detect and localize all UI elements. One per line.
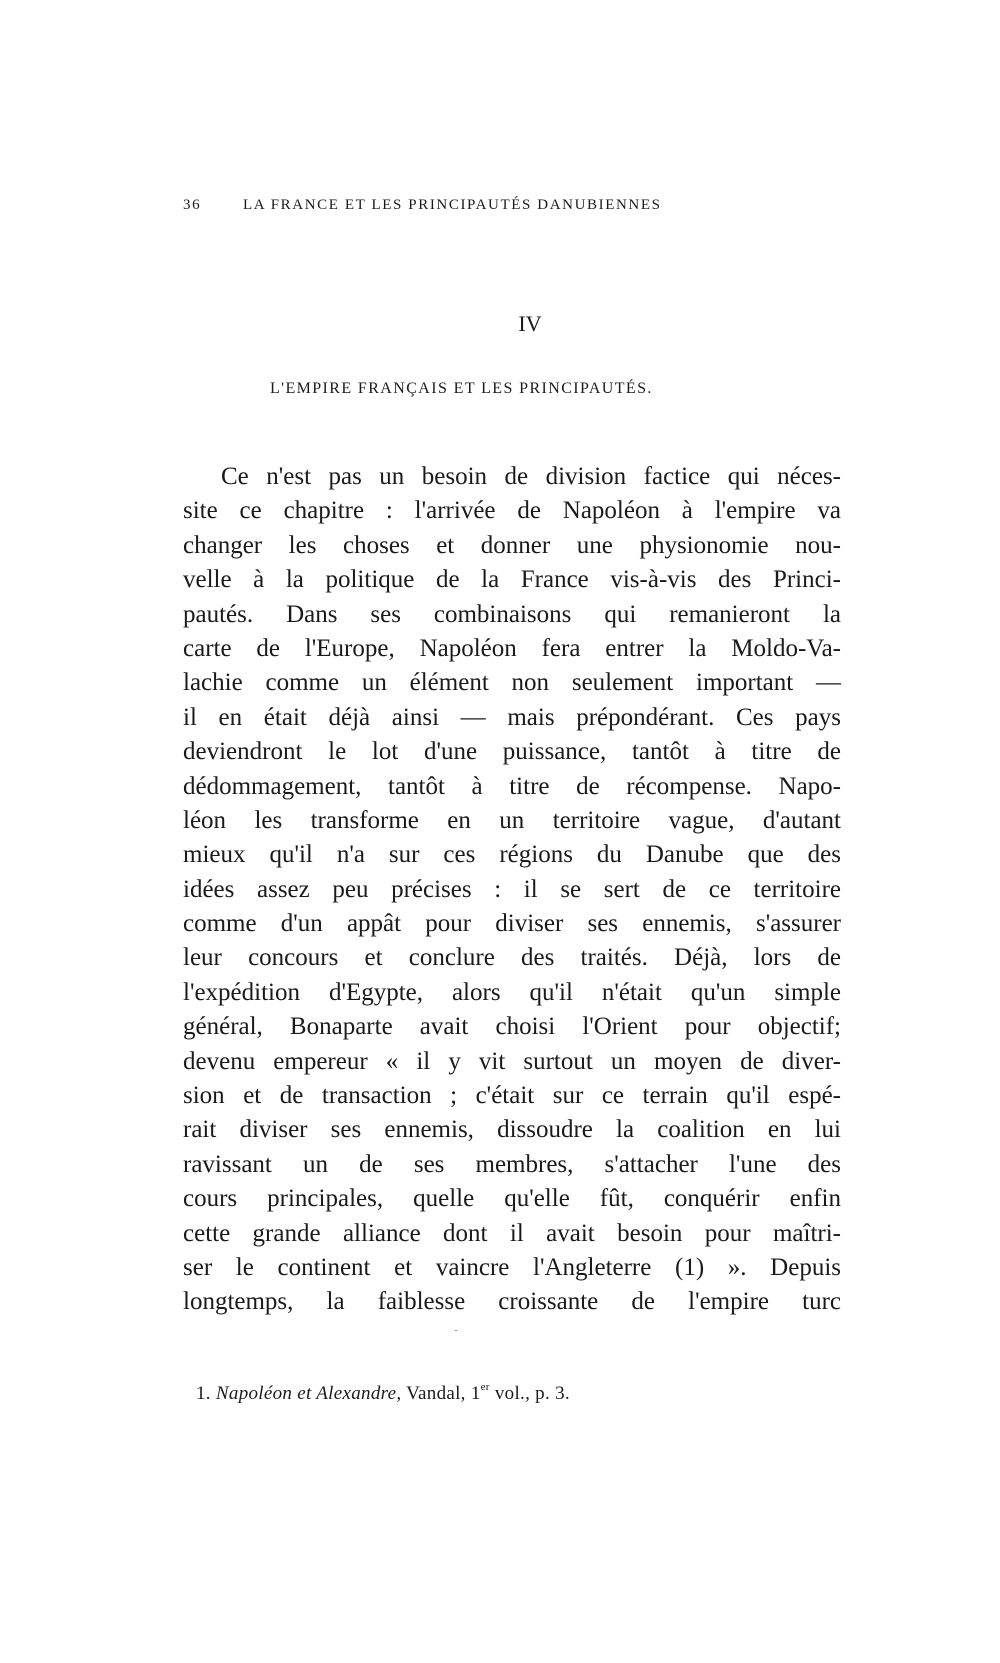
body-line: velle à la politique de la France vis-à-vis des Princi- [183, 566, 841, 594]
body-line: ser le continent et vaincre l'Angleterre (1) ». Depuis [183, 1253, 841, 1281]
body-line: carte de l'Europe, Napoléon fera entrer la Moldo-Va- [183, 634, 841, 662]
body-line: cours principales, quelle qu'elle fût, conquérir enfin [183, 1185, 841, 1213]
running-title: LA FRANCE ET LES PRINCIPAUTÉS DANUBIENNES [243, 197, 662, 213]
footnote-volume [471, 1383, 570, 1404]
body-line: mieux qu'il n'a sur ces régions du Danube que des [183, 841, 841, 869]
body-text [183, 460, 841, 1320]
body-line: léon les transforme en un territoire vague, d'autant [183, 806, 841, 834]
body-line: longtemps, la faiblesse croissante de l'empire turc [183, 1288, 841, 1316]
footnote-separator [455, 1330, 457, 1331]
body-line: il en était déjà ainsi — mais prépondérant. Ces pays [183, 703, 841, 731]
running-head [183, 197, 768, 221]
body-line: dédommagement, tantôt à titre de récompense. Napo- [183, 772, 841, 800]
body-line: idées assez peu précises : il se sert de ce territoire [183, 875, 841, 903]
body-line: l'expédition d'Egypte, alors qu'il n'était qu'un simple [183, 978, 841, 1006]
chapter-title: L'EMPIRE FRANÇAIS ET LES PRINCIPAUTÉS. [270, 380, 653, 397]
footnote [196, 1383, 570, 1405]
footnote-volume-sup: er [480, 1381, 490, 1393]
body-line: rait diviser ses ennemis, dissoudre la coalition en lui [183, 1116, 841, 1144]
body-line: ravissant un de ses membres, s'attacher l'une des [183, 1150, 841, 1178]
body-line: deviendront le lot d'une puissance, tantôt à titre de [183, 738, 841, 766]
body-line: comme d'un appât pour diviser ses ennemis, s'assurer [183, 910, 841, 938]
body-line: sion et de transaction ; c'était sur ce terrain qu'il espé- [183, 1082, 841, 1110]
body-line: Ce n'est pas un besoin de division factice qui néces- [221, 463, 841, 490]
chapter-number: IV [518, 311, 542, 336]
footnote-title: Napoléon et Alexandre, [215, 1383, 402, 1404]
page-number: 36 [183, 197, 202, 213]
footnote-author: Vandal, [406, 1383, 466, 1404]
body-line: cette grande alliance dont il avait besoin pour maîtri- [183, 1219, 841, 1247]
footnote-marker: 1. [196, 1383, 211, 1404]
footnote-volume-rest: vol., p. 3. [494, 1383, 570, 1404]
body-line: devenu empereur « il y vit surtout un moyen de diver- [183, 1047, 841, 1075]
body-line: site ce chapitre : l'arrivée de Napoléon à l'empire va [183, 497, 841, 525]
footnote-volume-number: 1 [470, 1383, 481, 1404]
body-line: leur concours et conclure des traités. Déjà, lors de [183, 944, 841, 972]
body-line: général, Bonaparte avait choisi l'Orient pour objectif; [183, 1013, 841, 1041]
body-line: changer les choses et donner une physionomie nou- [183, 531, 841, 559]
body-line: lachie comme un élément non seulement important — [183, 669, 841, 697]
body-line: pautés. Dans ses combinaisons qui remanieront la [183, 600, 841, 628]
